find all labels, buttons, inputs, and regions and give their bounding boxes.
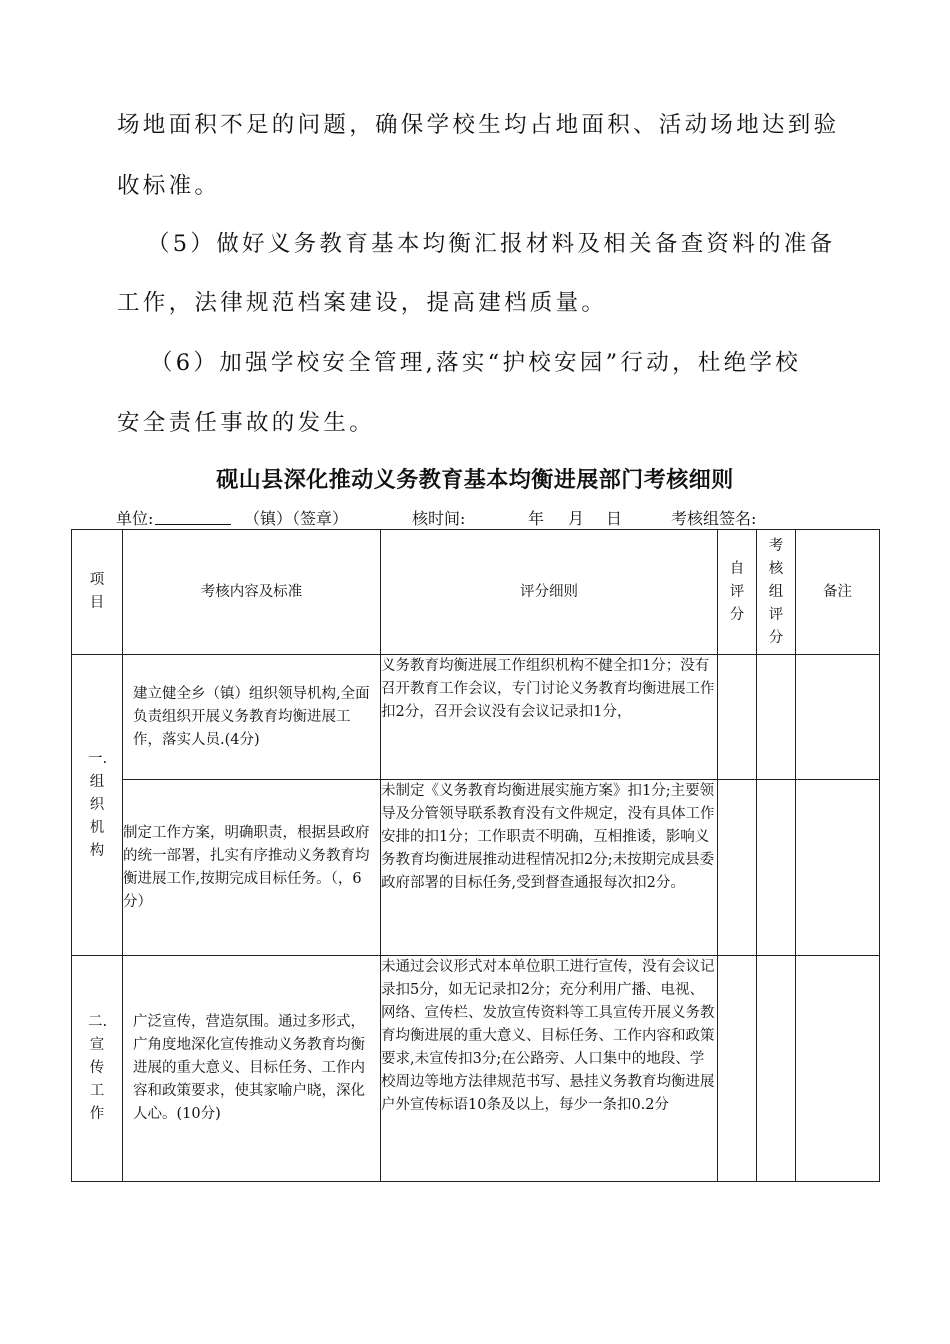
header-group-score: 考核组评分 bbox=[757, 530, 796, 655]
self-score-cell[interactable] bbox=[718, 780, 757, 956]
rules-cell: 未通过会议形式对本单位职工进行宣传，没有会议记录扣5分，如无记录扣2分；充分利用广播、电视、网络、宣传栏、发放宣传资料等工具宣传开展义务教育均衡进展的重大意义、目标任务、工作内容和政策要求,未宣传扣3分;在公路旁、人口集中的地段、学校周边等地方法律规范书写、悬挂义务教育均衡进展户外宣传标语10条及以上，每少一条扣0.2分 bbox=[381, 956, 718, 1182]
content-cell: 制定工作方案，明确职责，根据县政府的统一部署，扎实有序推动义务教育均衡进展工作,按期完成目标任务。（，6分） bbox=[123, 780, 381, 956]
group-score-cell[interactable] bbox=[757, 956, 796, 1182]
time-label: 核时间: bbox=[412, 509, 466, 528]
remark-cell[interactable] bbox=[796, 655, 880, 780]
paragraph-line-4: 工作，法律规范档案建设，提高建档质量。 bbox=[117, 290, 608, 316]
remark-cell[interactable] bbox=[796, 956, 880, 1182]
header-remark: 备注 bbox=[796, 530, 880, 655]
day-label: 日 bbox=[606, 509, 623, 528]
table-header-row bbox=[72, 530, 880, 655]
unit-field bbox=[116, 506, 153, 529]
paragraph-line-2: 收标准。 bbox=[117, 173, 221, 199]
header-rules: 评分细则 bbox=[381, 530, 718, 655]
month-label: 月 bbox=[568, 509, 585, 528]
self-score-cell[interactable] bbox=[718, 956, 757, 1182]
year-label: 年 bbox=[528, 509, 545, 528]
signer-label: 考核组签名: bbox=[671, 509, 757, 528]
paragraph-line-1: 场地面积不足的问题，确保学校生均占地面积、活动场地达到验 bbox=[117, 112, 840, 138]
group-score-cell[interactable] bbox=[757, 655, 796, 780]
unit-blank bbox=[155, 506, 231, 525]
table-row bbox=[72, 780, 880, 956]
town-seal-label: （镇）（签章） bbox=[244, 509, 349, 528]
table-row bbox=[72, 655, 880, 780]
table-row bbox=[72, 956, 880, 1182]
assessment-table bbox=[71, 529, 880, 1182]
content-cell: 广泛宣传，营造氛围。通过多形式，广角度地深化宣传推动义务教育均衡进展的重大意义、目标任务、工作内容和政策要求，使其家喻户晓，深化人心。(10分) bbox=[123, 956, 381, 1182]
paragraph-line-3: （5）做好义务教育基本均衡汇报材料及相关备查资料的准备 bbox=[147, 231, 836, 257]
group-score-cell[interactable] bbox=[757, 780, 796, 956]
remark-cell[interactable] bbox=[796, 780, 880, 956]
header-item: 项目 bbox=[72, 530, 123, 655]
unit-label: 单位: bbox=[116, 509, 154, 528]
paragraph-line-5: （6）加强学校安全管理,落实“护校安园”行动，杜绝学校 bbox=[150, 350, 802, 376]
rules-cell: 未制定《义务教育均衡进展实施方案》扣1分;主要领导及分管领导联系教育没有文件规定，没有具体工作安排的扣1分；工作职责不明确，互相推诿，影响义务教育均衡进展推动进程情况扣2分;未按期完成县委政府部署的目标任务,受到督查通报每次扣2分。 bbox=[381, 780, 718, 956]
header-content: 考核内容及标准 bbox=[123, 530, 381, 655]
content-cell: 建立健全乡（镇）组织领导机构,全面负责组织开展义务教育均衡进展工作，落实人员.(4分) bbox=[123, 655, 381, 780]
document-title: 砚山县深化推动义务教育基本均衡进展部门考核细则 bbox=[216, 467, 734, 493]
header-self-score: 自评分 bbox=[718, 530, 757, 655]
section-label-1: 一.组织机构 bbox=[72, 655, 123, 956]
rules-cell: 义务教育均衡进展工作组织机构不健全扣1分；没有召开教育工作会议，专门讨论义务教育均衡进展工作扣2分，召开会议没有会议记录扣1分， bbox=[381, 655, 718, 780]
self-score-cell[interactable] bbox=[718, 655, 757, 780]
paragraph-line-6: 安全责任事故的发生。 bbox=[117, 410, 376, 436]
section-label-2: 二.宣传工作 bbox=[72, 956, 123, 1182]
